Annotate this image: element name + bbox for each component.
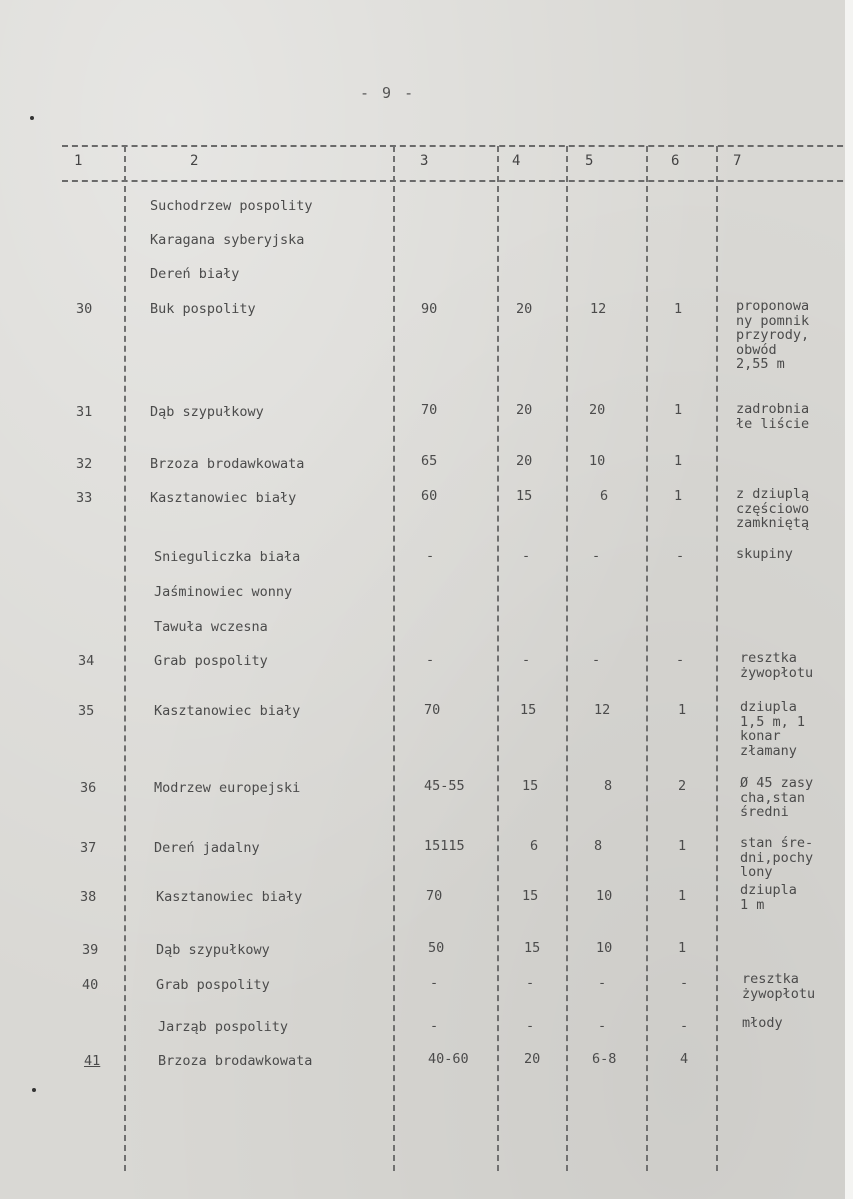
row-name: Jarząb pospolity bbox=[158, 1019, 289, 1035]
row-name: Kasztanowiec biały bbox=[154, 703, 301, 719]
row-col-3: 15115 bbox=[424, 838, 465, 854]
row-col-6: - bbox=[680, 1018, 689, 1034]
row-number: 31 bbox=[76, 404, 93, 420]
row-col-3: 70 bbox=[426, 888, 443, 904]
row-note: dziupla 1,5 m, 1 konar złamany bbox=[740, 699, 806, 759]
row-col-6: 1 bbox=[674, 301, 683, 317]
row-note: skupiny bbox=[736, 546, 793, 562]
row-note: proponowa ny pomnik przyrody, obwód 2,55 m bbox=[736, 298, 810, 372]
row-col-3: 50 bbox=[428, 940, 445, 956]
row-name: Kasztanowiec biały bbox=[150, 490, 297, 506]
column-divider-6 bbox=[716, 146, 718, 1171]
margin-dot bbox=[32, 1088, 36, 1092]
row-col-4: 20 bbox=[516, 301, 533, 317]
column-divider-4 bbox=[566, 146, 568, 1171]
row-col-5: 6 bbox=[600, 488, 609, 504]
row-number: 41 bbox=[84, 1053, 101, 1069]
row-col-5: - bbox=[598, 975, 607, 991]
row-name: Karagana syberyjska bbox=[150, 232, 305, 248]
row-col-4: 6 bbox=[530, 838, 539, 854]
row-col-6: - bbox=[676, 548, 685, 564]
row-col-4: 15 bbox=[520, 702, 537, 718]
header-col-7: 7 bbox=[733, 153, 742, 169]
row-col-4: - bbox=[522, 548, 531, 564]
row-number: 39 bbox=[82, 942, 99, 958]
row-col-4: 15 bbox=[522, 888, 539, 904]
header-col-6: 6 bbox=[671, 153, 680, 169]
row-col-5: 12 bbox=[590, 301, 607, 317]
row-col-3: - bbox=[430, 975, 439, 991]
row-number: 38 bbox=[80, 889, 97, 905]
row-note: dziupla 1 m bbox=[740, 882, 797, 913]
row-col-3: - bbox=[426, 652, 435, 668]
row-col-6: 4 bbox=[680, 1051, 689, 1067]
header-col-3: 3 bbox=[420, 153, 429, 169]
row-col-4: - bbox=[522, 652, 531, 668]
row-col-3: 90 bbox=[421, 301, 438, 317]
row-col-4: 20 bbox=[516, 402, 533, 418]
row-col-5: 8 bbox=[604, 778, 613, 794]
row-col-5: 20 bbox=[589, 402, 606, 418]
row-number: 30 bbox=[76, 301, 93, 317]
row-name: Buk pospolity bbox=[150, 301, 256, 317]
row-name: Dąb szypułkowy bbox=[156, 942, 270, 958]
row-number: 36 bbox=[80, 780, 97, 796]
header-col-4: 4 bbox=[512, 153, 521, 169]
row-number: 35 bbox=[78, 703, 95, 719]
row-name: Jaśminowiec wonny bbox=[154, 584, 293, 600]
margin-dot bbox=[30, 116, 34, 120]
row-col-5: 12 bbox=[594, 702, 611, 718]
row-col-5: 6-8 bbox=[592, 1051, 617, 1067]
row-name: Kasztanowiec biały bbox=[156, 889, 303, 905]
row-name: Brzoza brodawkowata bbox=[158, 1053, 313, 1069]
row-col-6: 1 bbox=[678, 702, 687, 718]
column-divider-5 bbox=[646, 146, 648, 1171]
row-col-3: 70 bbox=[421, 402, 438, 418]
row-col-5: 8 bbox=[594, 838, 603, 854]
row-name: Modrzew europejski bbox=[154, 780, 301, 796]
column-divider-3 bbox=[497, 146, 499, 1171]
column-divider-1 bbox=[124, 146, 126, 1171]
row-col-5: - bbox=[592, 548, 601, 564]
row-number: 40 bbox=[82, 977, 99, 993]
row-note: zadrobnia łe liście bbox=[736, 401, 810, 432]
row-col-5: 10 bbox=[596, 888, 613, 904]
header-col-1: 1 bbox=[74, 153, 83, 169]
row-name: Grab pospolity bbox=[156, 977, 270, 993]
row-number: 33 bbox=[76, 490, 93, 506]
row-name: Dereń biały bbox=[150, 266, 240, 282]
table-top-rule bbox=[62, 145, 853, 147]
row-col-3: 65 bbox=[421, 453, 438, 469]
header-bottom-rule bbox=[62, 180, 853, 182]
row-col-4: 15 bbox=[522, 778, 539, 794]
row-col-5: - bbox=[598, 1018, 607, 1034]
row-col-4: 20 bbox=[516, 453, 533, 469]
row-col-6: 1 bbox=[674, 488, 683, 504]
row-name: Suchodrzew pospolity bbox=[150, 198, 313, 214]
row-col-5: 10 bbox=[589, 453, 606, 469]
row-col-3: - bbox=[430, 1018, 439, 1034]
row-col-3: 40-60 bbox=[428, 1051, 469, 1067]
row-note: Ø 45 zasy cha,stan średni bbox=[740, 775, 814, 820]
row-number: 34 bbox=[78, 653, 95, 669]
column-divider-2 bbox=[393, 146, 395, 1171]
row-col-6: 1 bbox=[674, 402, 683, 418]
row-col-3: 70 bbox=[424, 702, 441, 718]
row-col-4: 15 bbox=[516, 488, 533, 504]
row-name: Snieguliczka biała bbox=[154, 549, 301, 565]
row-col-3: 60 bbox=[421, 488, 438, 504]
row-col-3: 45-55 bbox=[424, 778, 465, 794]
row-col-6: - bbox=[676, 652, 685, 668]
row-col-6: 1 bbox=[678, 888, 687, 904]
header-col-2: 2 bbox=[190, 153, 199, 169]
row-name: Tawuła wczesna bbox=[154, 619, 268, 635]
row-number: 37 bbox=[80, 840, 97, 856]
row-col-4: 20 bbox=[524, 1051, 541, 1067]
row-col-3: - bbox=[426, 548, 435, 564]
row-name: Dąb szypułkowy bbox=[150, 404, 264, 420]
row-col-6: 1 bbox=[678, 838, 687, 854]
row-note: z dziuplą częściowo zamkniętą bbox=[736, 486, 810, 531]
row-number: 32 bbox=[76, 456, 93, 472]
row-name: Grab pospolity bbox=[154, 653, 268, 669]
row-note: stan śre- dni,pochy lony bbox=[740, 835, 814, 880]
row-col-4: - bbox=[526, 1018, 535, 1034]
row-col-4: 15 bbox=[524, 940, 541, 956]
row-name: Brzoza brodawkowata bbox=[150, 456, 305, 472]
row-note: młody bbox=[742, 1015, 783, 1031]
row-col-4: - bbox=[526, 975, 535, 991]
row-note: resztka żywopłotu bbox=[740, 650, 814, 681]
row-col-5: - bbox=[592, 652, 601, 668]
header-col-5: 5 bbox=[585, 153, 594, 169]
row-name: Dereń jadalny bbox=[154, 840, 260, 856]
row-note: resztka żywopłotu bbox=[742, 971, 816, 1002]
row-col-5: 10 bbox=[596, 940, 613, 956]
page-number: - 9 - bbox=[360, 84, 416, 102]
row-col-6: 1 bbox=[674, 453, 683, 469]
row-col-6: 2 bbox=[678, 778, 687, 794]
row-col-6: 1 bbox=[678, 940, 687, 956]
page-edge bbox=[845, 0, 853, 1199]
row-col-6: - bbox=[680, 975, 689, 991]
